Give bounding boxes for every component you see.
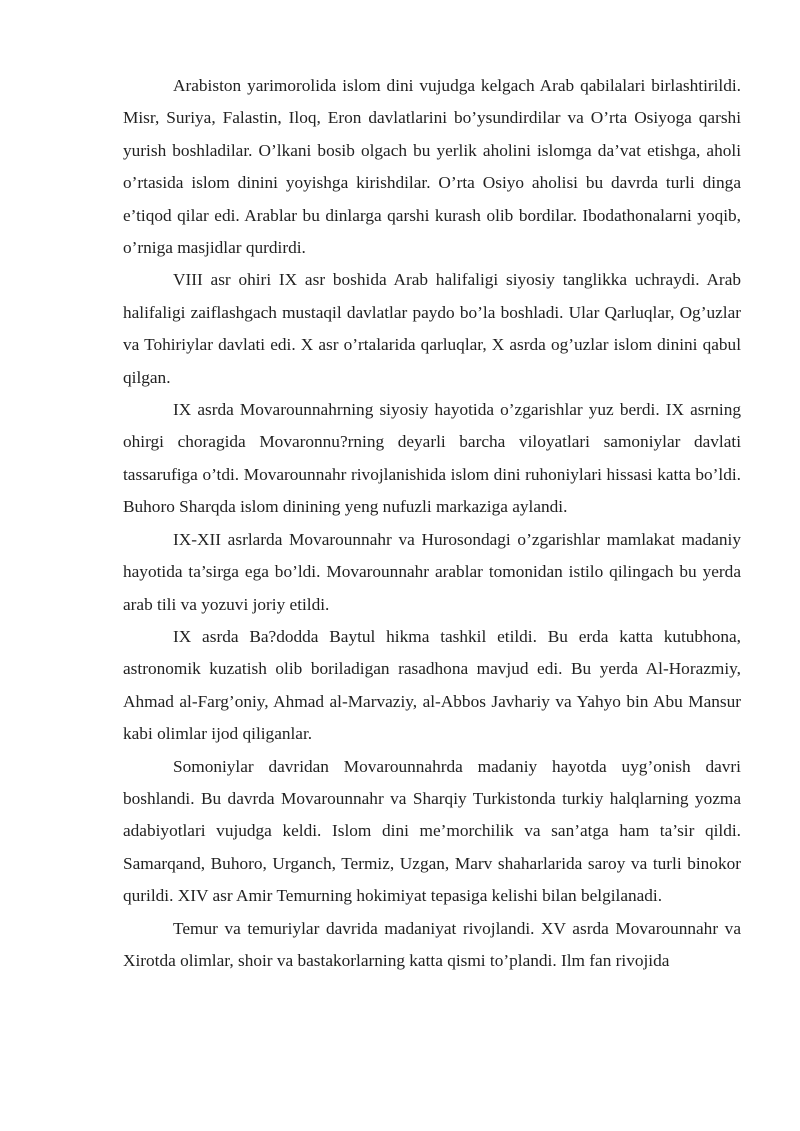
paragraph: IX asrda Ba?dodda Baytul hikma tashkil etildi. Bu erda katta kutubhona, astronomik kuzatish olib boriladigan rasadhona mavjud edi. Bu yerda Al-Horazmiy, Ahmad al-Farg’oniy, Ahmad al-Marvaziy, al-Abbos Javhariy va Yahyo bin Abu Mansur kabi olimlar ijod qiliganlar. <box>123 626 741 744</box>
document-body <box>123 70 741 977</box>
paragraph: VIII asr ohiri IX asr boshida Arab halifaligi siyosiy tanglikka uchraydi. Arab halifaligi zaiflashgach mustaqil davlatlar paydo bo’la boshladi. Ular Qarluqlar, Og’uzlar va Tohiriylar davlati edi. X asr o’rtalarida qarluqlar, X asrda og’uzlar islom dinini qabul qilgan. <box>123 270 741 387</box>
paragraph: IX-XII asrlarda Movarounnahr va Hurosondagi o’zgarishlar mamlakat madaniy hayotida ta’sirga ega bo’ldi. Movarounnahr arablar tomonidan istilo qilingach bu yerda arab tili va yozuvi joriy etildi. <box>123 529 741 614</box>
paragraph: Somoniylar davridan Movarounnahrda madaniy hayotda uyg’onish davri boshlandi. Bu davrda Movarounnahr va Sharqiy Turkistonda turkiy halqlarning yozma adabiyotlari vujudga keldi. Islom dini me’morchilik va san’atga ham ta’sir qildi. Samarqand, Buhoro, Urganch, Termiz, Uzgan, Marv shaharlarida saroy va turli binokor qurildi. XIV asr Amir Temurning hokimiyat tepasiga kelishi bilan belgilanadi. <box>123 756 741 906</box>
paragraph: Arabiston yarimorolida islom dini vujudga kelgach Arab qabilalari birlashtirildi. Misr, Suriya, Falastin, Iloq, Eron davlatlarini bo’ysundirdilar va O’rta Osiyoga qarshi yurish boshladilar. O’lkani bosib olgach bu yerlik aholini islomga da’vat etishga, aholi o’rtasida islom dinini yoyishga kirishdilar. O’rta Osiyo aholisi bu davrda turli dinga e’tiqod qilar edi. Arablar bu dinlarga qarshi kurash olib bordilar. Ibodathonalarni yoqib, o’rniga masjidlar qurdirdi. <box>123 76 741 258</box>
paragraph: IX asrda Movarounnahrning siyosiy hayotida o’zgarishlar yuz berdi. IX asrning ohirgi choragida Movaronnu?rning deyarli barcha viloyatlari samoniylar davlati tassarufiga o’tdi. Movarounnahr rivojlanishida islom dini ruhoniylari hissasi katta bo’ldi. Buhoro Sharqda islom dinining yeng nufuzli markaziga aylandi. <box>123 400 741 517</box>
paragraph: Temur va temuriylar davrida madaniyat rivojlandi. XV asrda Movarounnahr va Xirotda olimlar, shoir va bastakorlarning katta qismi to’plandi. Ilm fan rivojida <box>123 918 741 970</box>
